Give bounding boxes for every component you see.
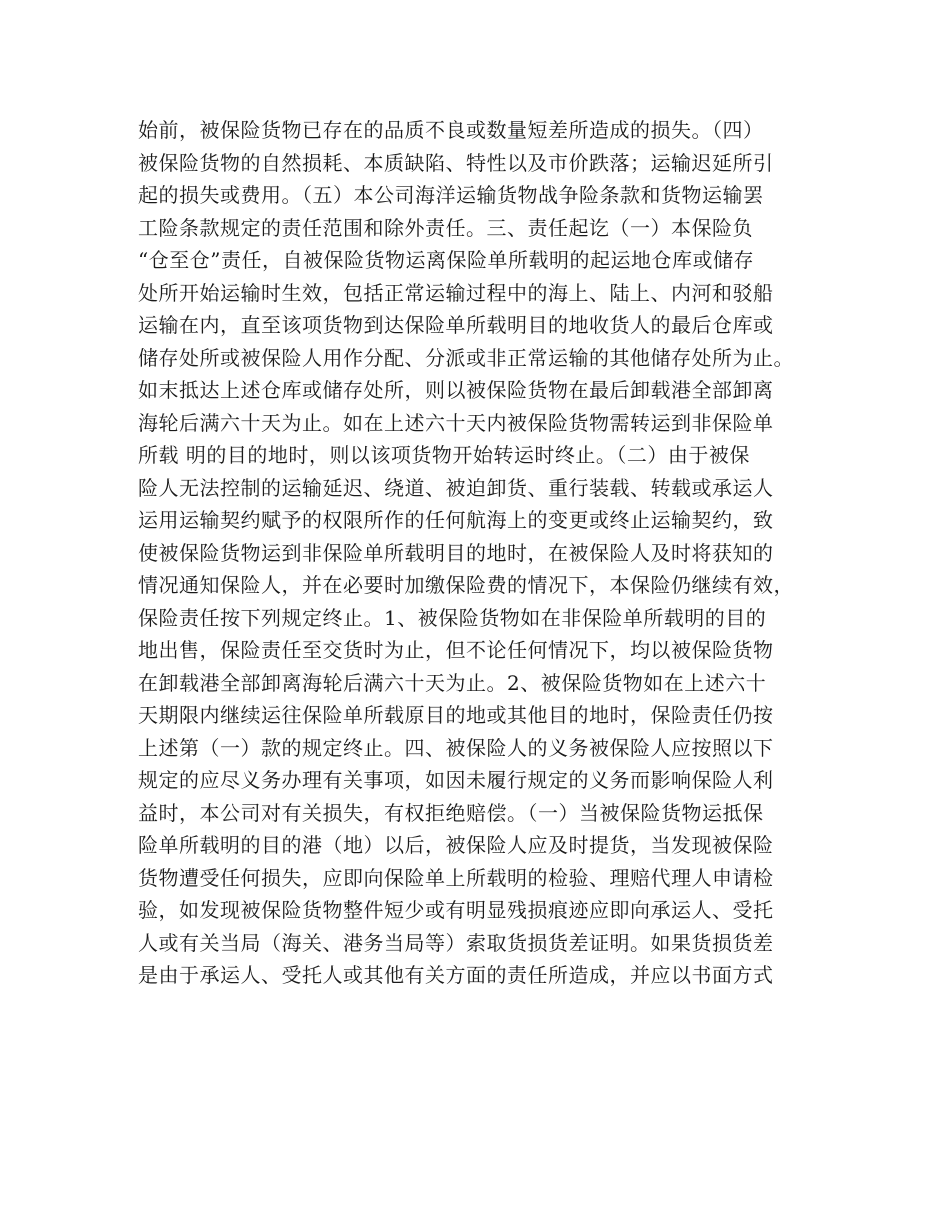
- text-line: 被保险货物的自然损耗、本质缺陷、特性以及市价跌落；运输迟延所引: [138, 150, 774, 175]
- text-line: 险单所载明的目的港（地）以后，被保险人应及时提货，当发现被保险: [138, 833, 774, 857]
- text-line: 运输在内，直至该项货物到达保险单所载明目的地收货人的最后仓库或: [138, 313, 774, 337]
- body-text: [138, 114, 838, 992]
- text-line: 规定的应尽义务办理有关事项，如因未履行规定的义务而影响保险人利: [138, 768, 774, 792]
- text-line: 始前，被保险货物已存在的品质不良或数量短差所造成的损失。（四）: [138, 118, 764, 142]
- text-line: 是由于承运人、受托人或其他有关方面的责任所造成，并应以书面方式: [138, 963, 774, 987]
- text-line: 海轮后满六十天为止。如在上述六十天内被保险货物需转运到非保险单: [138, 410, 774, 435]
- text-line: 益时，本公司对有关损失，有权拒绝赔偿。（一）当被保险货物运抵保: [138, 800, 764, 825]
- text-line: 货物遭受任何损失，应即向保险单上所载明的检验、理赔代理人申请检: [138, 865, 774, 890]
- text-line: 使被保险货物运到非保险单所载明目的地时，在被保险人及时将获知的: [138, 540, 774, 565]
- text-line: 工险条款规定的责任范围和除外责任。三、责任起讫（一）本保险负: [138, 215, 753, 240]
- text-line: 验，如发现被保险货物整件短少或有明显残损痕迹应即向承运人、受托: [138, 898, 774, 922]
- text-line: 险人无法控制的运输延迟、绕道、被迫卸货、重行装载、转载或承运人: [138, 475, 774, 500]
- text-line: 保险责任按下列规定终止。1、被保险货物如在非保险单所载明的目的: [138, 605, 767, 630]
- text-line: 运用运输契约赋予的权限所作的任何航海上的变更或终止运输契约，致: [138, 508, 774, 532]
- text-line: 人或有关当局（海关、港务当局等）索取货损货差证明。如果货损货差: [138, 930, 774, 955]
- text-line: 天期限内继续运往保险单所载原目的地或其他目的地时，保险责任仍按: [138, 703, 774, 727]
- text-line: 地出售，保险责任至交货时为止，但不论任何情况下，均以被保险货物: [138, 638, 774, 662]
- text-line: 情况通知保险人，并在必要时加缴保险费的情况下，本保险仍继续有效，: [138, 573, 794, 597]
- text-line: 储存处所或被保险人用作分配、分派或非正常运输的其他储存处所为止。: [138, 345, 794, 370]
- text-line: 处所开始运输时生效，包括正常运输过程中的海上、陆上、内河和驳船: [138, 280, 774, 305]
- text-line: 在卸载港全部卸离海轮后满六十天为止。2、被保险货物如在上述六十: [138, 670, 767, 695]
- text-line: 如末抵达上述仓库或储存处所，则以被保险货物在最后卸载港全部卸离: [138, 378, 774, 402]
- text-line: 起的损失或费用。（五）本公司海洋运输货物战争险条款和货物运输罢: [138, 183, 764, 207]
- text-line: “仓至仓”责任，自被保险货物运离保险单所载明的起运地仓库或储存: [138, 248, 754, 272]
- text-line: 上述第（一）款的规定终止。四、被保险人的义务被保险人应按照以下: [138, 735, 774, 760]
- text-line: 所载 明的目的地时，则以该项货物开始转运时终止。（二）由于被保: [138, 443, 750, 467]
